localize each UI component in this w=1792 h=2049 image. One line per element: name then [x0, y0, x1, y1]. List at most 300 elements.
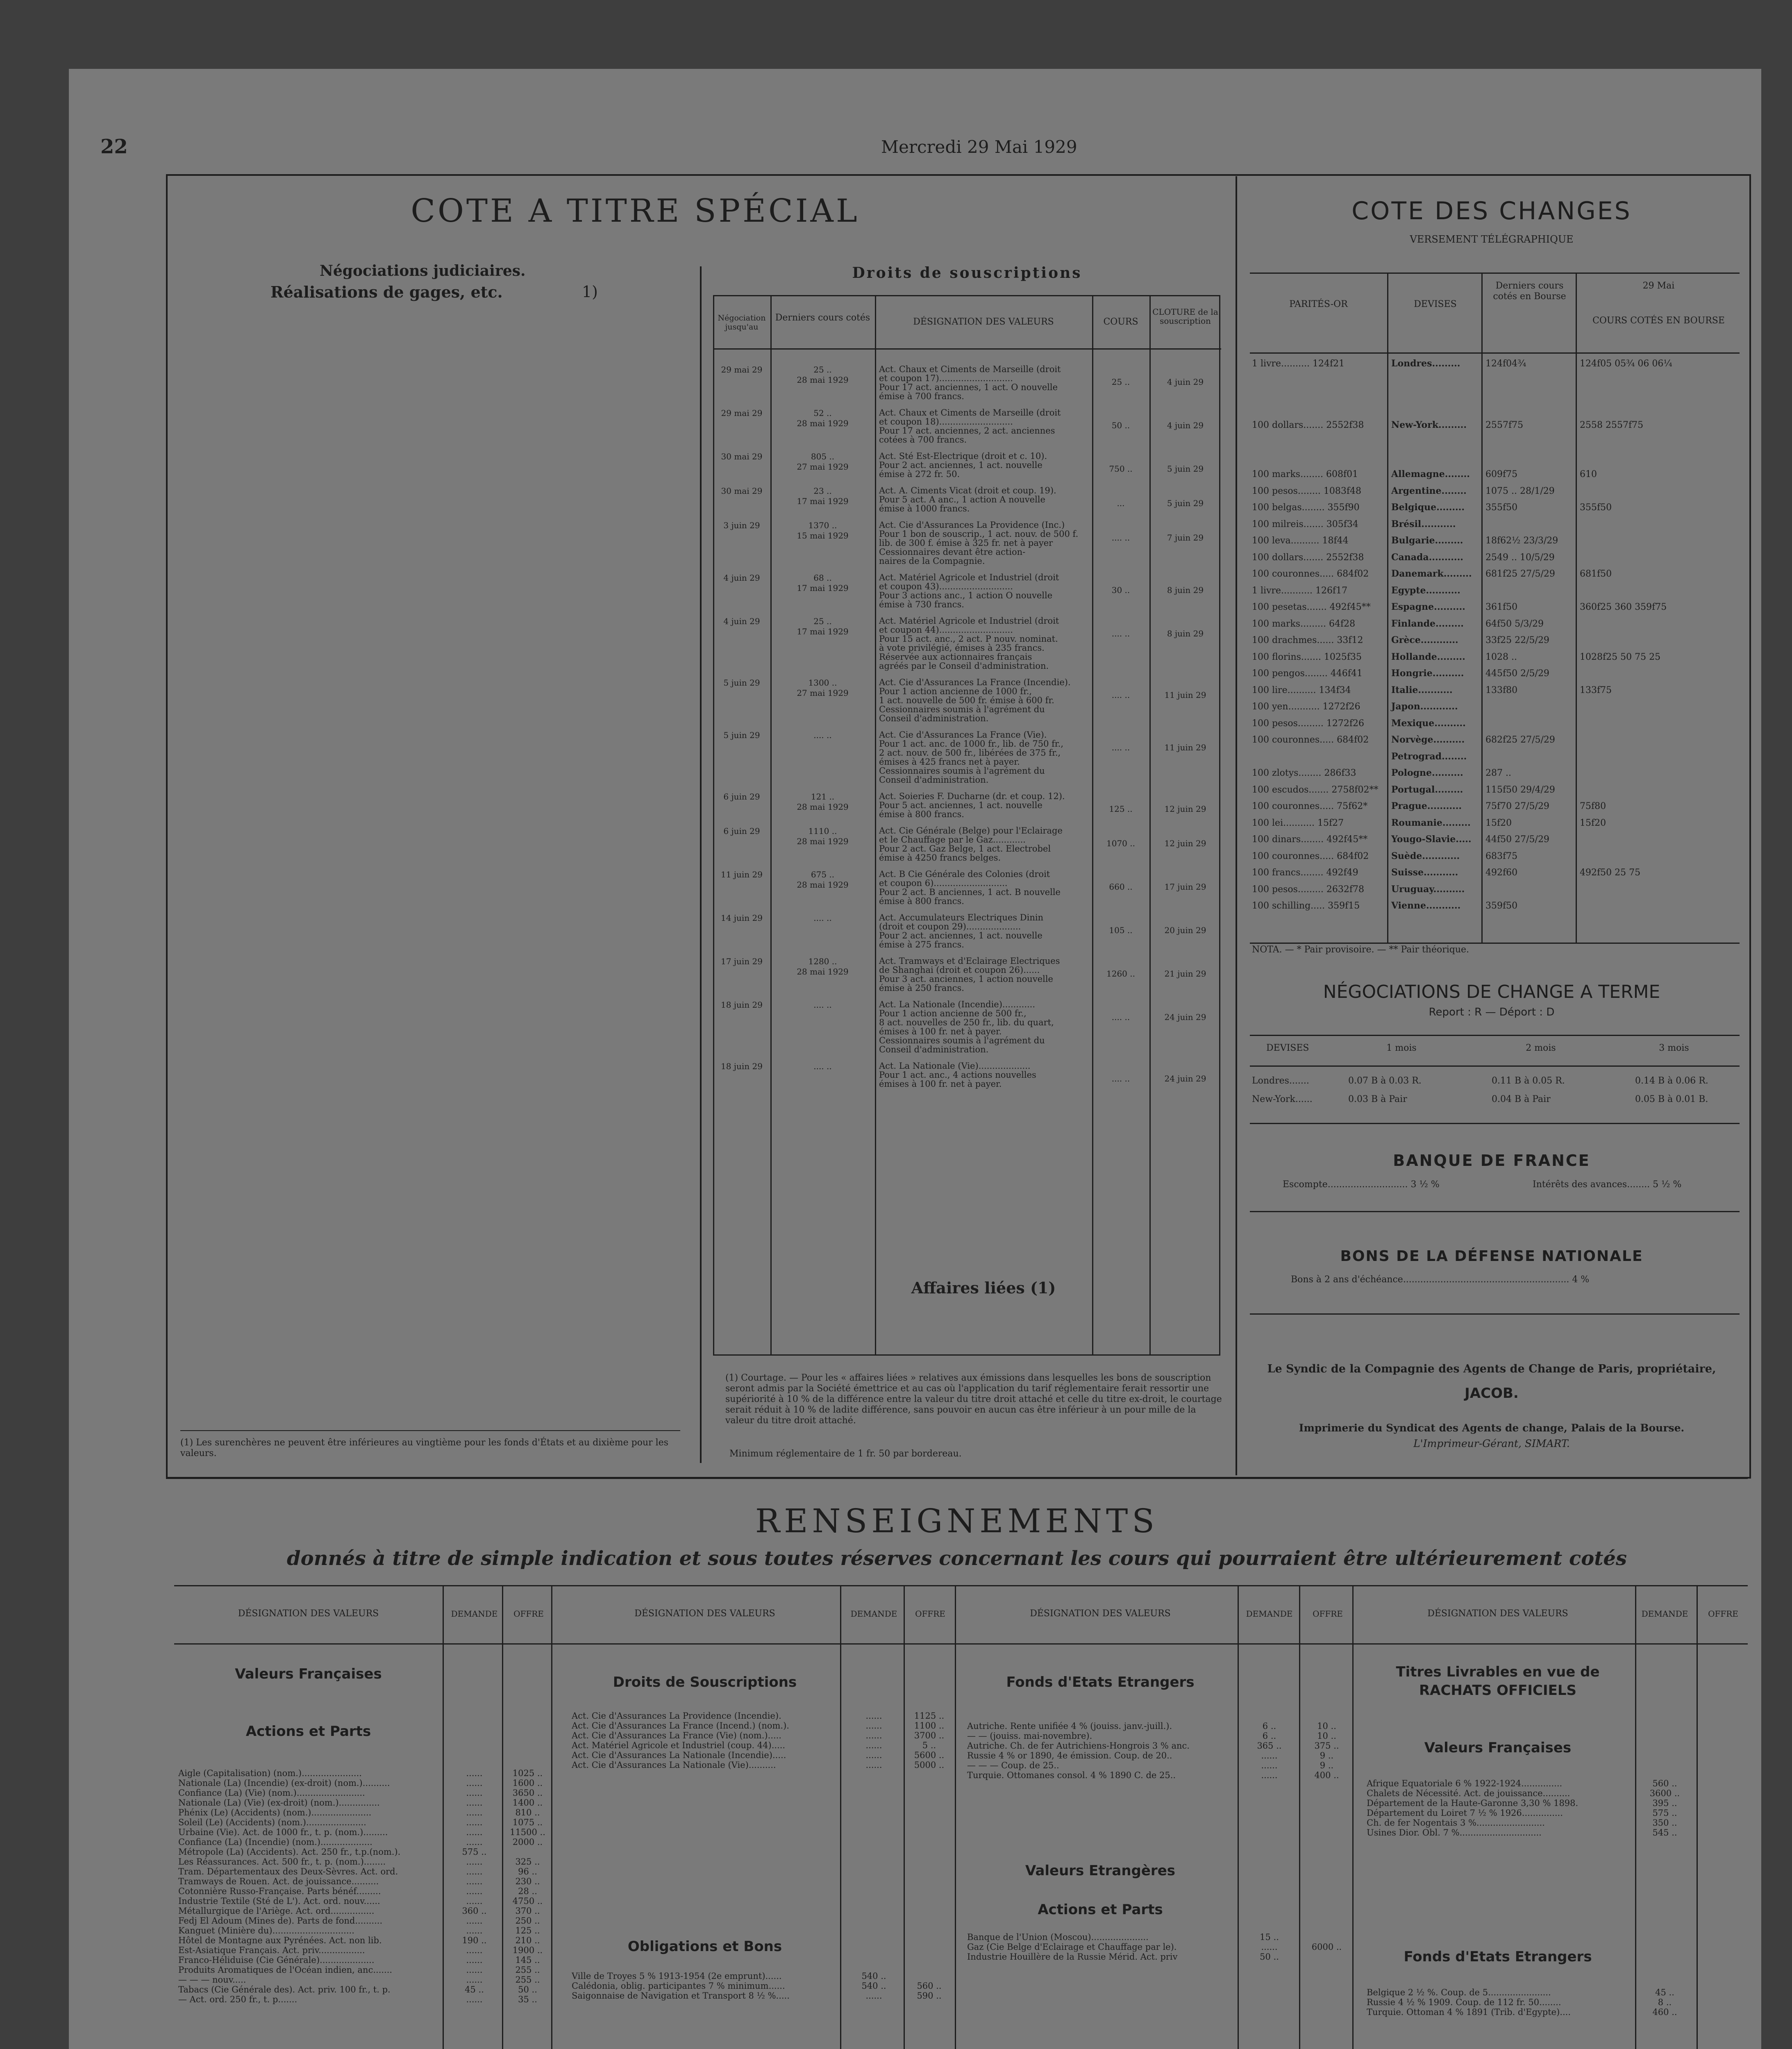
courtage-note: (1) Courtage. — Pour les « affaires liées » relatives aux émissions dans lesquelles les bons de souscription seront admis par la Société émettrice et au cas où l'application du tarif réglementaire ferait ressortir une supériorité à 10 % de la différence entre la valeur du titre droit attaché et celle du titre ex-droit, le courtage serait réduit à 10 % de ladite différence, sans pouvoir en aucun cas être inférieur à un pour mille de la valeur du titre droit attaché. [725, 1373, 1222, 1426]
rens-section-heading: Fonds d'Etats Etrangers [1006, 1674, 1195, 1690]
droits-row-date: 30 mai 29 [721, 452, 763, 461]
rens-row-name: Belgique 2 ½ %. Coup. de 5....................... [1367, 1988, 1551, 1997]
rens-row-demande: ...... [865, 1760, 882, 1770]
rens-row-name: Act. Cie d'Assurances La France (Vie) (nom.)..... [572, 1731, 781, 1740]
terme-header-3: 3 mois [1659, 1043, 1689, 1053]
rens-header-designation: DÉSIGNATION DES VALEURS [1030, 1608, 1171, 1619]
page-date: Mercredi 29 Mai 1929 [881, 137, 1077, 157]
renseignements-title: RENSEIGNEMENTS [755, 1502, 1159, 1540]
rens-row-demande: ...... [466, 1886, 483, 1896]
rens-row-offre: 1900 .. [512, 1945, 543, 1955]
rens-row-name: Tabacs (Cie Générale des). Act. priv. 100 fr., t. p. [178, 1985, 391, 1994]
rens-row-demande: ...... [865, 1740, 882, 1750]
droits-row-cours: 25 .. 28 mai 1929 [797, 365, 849, 385]
rens-row-name: Banque de l'Union (Moscou)..................... [967, 1932, 1149, 1942]
changes-header-der: Derniers cours cotés en Bourse [1493, 281, 1566, 302]
changes-row-dernier: 2557f75 [1485, 420, 1524, 430]
rens-row-offre: 35 .. [518, 1994, 537, 2004]
rens-row-demande: ...... [466, 1945, 483, 1955]
changes-row-devise: Finlande......... [1391, 618, 1464, 629]
droits-col-rule [1092, 295, 1093, 1355]
changes-row-devise: Italie........... [1391, 684, 1453, 695]
rens-row-offre: 6000 .. [1311, 1942, 1342, 1952]
changes-row-devise: Norvège.......... [1391, 734, 1465, 745]
droits-row-date: 3 juin 29 [723, 520, 760, 530]
droits-col-rule [770, 295, 772, 1355]
rens-row-offre: 9 .. [1320, 1761, 1334, 1770]
syndic-line1: Le Syndic de la Compagnie des Agents de Change de Paris, propriétaire, [1267, 1363, 1716, 1375]
droits-row-cours: .... .. [813, 1000, 832, 1010]
changes-row-devise: Petrograd........ [1391, 751, 1467, 762]
rens-header-demande: DEMANDE [451, 1609, 498, 1619]
changes-row-cote: 124f05 05¾ 06 06¼ [1580, 359, 1672, 369]
changes-row-dernier: 287 .. [1485, 768, 1511, 778]
terme-header-1: 1 mois [1386, 1043, 1417, 1053]
droits-row-designation: Act. Tramways et d'Eclairage Electriques de Shanghai (droit et coupon 26)...... Pour 3 act. anciennes, 1 action nouvelle émise à 250 francs. [879, 956, 1060, 993]
changes-col-rule [1387, 274, 1388, 943]
rens-row-name: Autriche. Rente unifiée 4 % (jouiss. janv.-juill.). [967, 1721, 1172, 1731]
changes-row-devise: Suisse........... [1391, 867, 1458, 878]
rens-row-offre: 810 .. [515, 1808, 540, 1817]
droits-row-cours: .... .. [813, 1061, 832, 1071]
droits-row-cours: 1300 .. 27 mai 1929 [797, 678, 849, 698]
changes-row-dernier: 359f50 [1485, 901, 1518, 911]
droits-row-cloture: 12 juin 29 [1164, 838, 1206, 848]
droits-row-cours-val: 105 .. [1109, 925, 1133, 935]
rens-header-designation: DÉSIGNATION DES VALEURS [634, 1608, 775, 1619]
terme-title: NÉGOCIATIONS DE CHANGE A TERME [1323, 981, 1660, 1002]
droits-row-cours-val: 660 .. [1109, 882, 1133, 892]
rens-row-name: Aigle (Capitalisation) (nom.)...................... [178, 1768, 362, 1778]
changes-row-dernier: 682f25 27/5/29 [1485, 735, 1555, 745]
droits-row-cours: 1110 .. 28 mai 1929 [797, 826, 849, 846]
rens-row-offre: 28 .. [518, 1886, 537, 1896]
rens-col-rule [1238, 1586, 1239, 2049]
changes-row-dernier: 445f50 2/5/29 [1485, 668, 1549, 679]
changes-row-dernier: 18f62½ 23/3/29 [1485, 536, 1558, 546]
changes-row-dernier: 44f50 27/5/29 [1485, 834, 1549, 845]
rens-row-demande: ...... [1261, 1751, 1278, 1761]
terme-rule [1250, 1065, 1740, 1067]
rens-row-demande: ...... [865, 1991, 882, 2001]
droits-row-date: 5 juin 29 [723, 730, 760, 740]
rens-row-offre: 10 .. [1317, 1731, 1336, 1741]
changes-row-devise: Mexique.......... [1391, 718, 1466, 729]
droits-col-rule [1149, 295, 1151, 1355]
changes-row-devise: Belgique......... [1391, 502, 1465, 513]
changes-row-dernier: 75f70 27/5/29 [1485, 801, 1549, 811]
rens-row-offre: 50 .. [518, 1985, 537, 1994]
rens-row-offre: 1100 .. [914, 1721, 945, 1731]
droits-row-designation: Act. Cie d'Assurances La France (Vie). Pour 1 act. anc. de 1000 fr., lib. de 750 fr., 2 act. nouv. de 500 fr., libérées de 375 fr., émises à 425 francs net à payer. Cessionnaires soumis à l'agrément du Conseil d'administration. [879, 730, 1064, 785]
droits-row-cours: 1280 .. 28 mai 1929 [797, 956, 849, 977]
banque-escompte: Escompte............................ 3 ½ % [1283, 1179, 1440, 1190]
rens-row-offre: 230 .. [515, 1876, 540, 1886]
changes-row-parite: 100 lire.......... 134f34 [1252, 685, 1351, 695]
rens-row-name: Fedj El Adoum (Mines de). Parts de fond.......... [178, 1916, 383, 1926]
changes-row-parite: 100 pesetas....... 492f45** [1252, 602, 1371, 612]
changes-row-parite: 100 yen........... 1272f26 [1252, 702, 1360, 712]
terme-row-devise: New-York...... [1252, 1094, 1313, 1104]
droits-row-designation: Act. B Cie Générale des Colonies (droit et coupon 6)........................... Pour 2 act. B anciennes, 1 act. B nouvelle émise à 800 francs. [879, 869, 1061, 906]
droits-row-cours-val: 25 .. [1111, 377, 1130, 387]
droits-row-cloture: 11 juin 29 [1164, 690, 1206, 700]
rens-header-offre: OFFRE [513, 1609, 544, 1619]
rens-row-name: Saigonnaise de Navigation et Transport 8 ½ %..... [572, 1991, 790, 2001]
rens-row-demande: 540 .. [861, 1971, 886, 1981]
rens-row-name: Métallurgique de l'Ariège. Act. ord................ [178, 1906, 375, 1916]
changes-row-cote: 360f25 360 359f75 [1580, 602, 1667, 612]
changes-row-parite: 100 marks........ 608f01 [1252, 469, 1358, 479]
rens-row-offre: 1025 .. [512, 1768, 543, 1778]
rens-row-offre: 125 .. [515, 1926, 540, 1935]
rens-col-rule [1352, 1586, 1354, 2049]
rens-row-offre: 11500 .. [510, 1827, 545, 1837]
rens-row-demande: ...... [1261, 1770, 1278, 1780]
rens-row-demande: ...... [1261, 1761, 1278, 1770]
rens-section-heading: Actions et Parts [1038, 1901, 1163, 1918]
rens-row-demande: 6 .. [1262, 1731, 1276, 1741]
rens-row-demande: ...... [1261, 1942, 1278, 1952]
rens-header-offre: OFFRE [1708, 1609, 1738, 1619]
changes-row-devise: Egypte........... [1391, 585, 1460, 596]
rens-row-demande: ...... [865, 1750, 882, 1760]
droits-row-cloture: 8 juin 29 [1167, 585, 1204, 595]
bons-rule [1250, 1313, 1740, 1315]
rens-row-offre: 145 .. [515, 1955, 540, 1965]
changes-row-dernier: 681f25 27/5/29 [1485, 569, 1555, 579]
changes-row-dernier: 683f75 [1485, 851, 1518, 861]
rens-row-name: Est-Asiatique Français. Act. priv................. [178, 1945, 365, 1955]
rens-row-offre: 560 .. [917, 1981, 942, 1991]
droits-row-cours: 805 .. 27 mai 1929 [797, 452, 849, 472]
droits-row-date: 30 mai 29 [721, 486, 763, 496]
rens-row-name: Act. Cie d'Assurances La Nationale (Incendie)..... [572, 1750, 786, 1760]
syndic-line2: Imprimerie du Syndicat des Agents de change, Palais de la Bourse. [1299, 1422, 1685, 1434]
banque-rule [1250, 1211, 1740, 1212]
rens-header-demande: DEMANDE [850, 1609, 897, 1619]
rens-row-offre: 3650 .. [512, 1788, 543, 1798]
droits-table [713, 295, 1221, 1356]
droits-row-date: 18 juin 29 [721, 1061, 763, 1071]
droits-row-designation: Act. Cie d'Assurances La France (Incendie). Pour 1 action ancienne de 1000 fr., 1 act. nouvelle de 500 fr. émise à 600 fr. Cessionnaires soumis à l'agrément du Conseil d'administration. [879, 677, 1071, 723]
rens-header-offre: OFFRE [1313, 1609, 1343, 1619]
droits-row-date: 18 juin 29 [721, 1000, 763, 1010]
rens-row-demande: ...... [466, 1857, 483, 1867]
changes-row-dernier: 2549 .. 10/5/29 [1485, 552, 1555, 563]
changes-nota: NOTA. — * Pair provisoire. — ** Pair théorique. [1252, 945, 1469, 955]
syndic-line3: L'Imprimeur-Gérant, SIMART. [1413, 1438, 1570, 1449]
changes-row-parite: 100 leva.......... 18f44 [1252, 536, 1349, 546]
changes-row-devise: Londres......... [1391, 358, 1460, 369]
rens-row-demande: ...... [466, 1926, 483, 1935]
changes-row-dernier: 492f60 [1485, 868, 1518, 878]
droits-row-cours-val: .... .. [1111, 1074, 1130, 1084]
rens-row-name: Urbaine (Vie). Act. de 1000 fr., t. p. (nom.)......... [178, 1827, 388, 1837]
changes-row-dernier: 64f50 5/3/29 [1485, 618, 1544, 629]
rens-row-name: Les Réassurances. Act. 500 fr., t. p. (nom.)........ [178, 1857, 386, 1867]
changes-row-parite: 100 lei........... 15f27 [1252, 818, 1344, 828]
rens-row-offre: 5600 .. [914, 1750, 945, 1760]
droits-row-designation: Act. Chaux et Ciments de Marseille (droit et coupon 18)........................... Pour 17 act. anciennes, 2 act. anciennes cotées à 700 francs. [879, 408, 1061, 445]
rens-row-name: — — — nouv..... [178, 1975, 246, 1985]
rens-section-heading: Actions et Parts [245, 1723, 371, 1740]
changes-row-cote: 2558 2557f75 [1580, 420, 1644, 430]
rens-row-demande: ...... [466, 1768, 483, 1778]
divider-changes [1236, 176, 1237, 1475]
rens-row-name: Afrique Equatoriale 6 % 1922-1924............... [1367, 1779, 1563, 1788]
changes-rule [1250, 943, 1740, 944]
changes-row-dernier: 1028 .. [1485, 652, 1517, 662]
rens-row-demande: 560 .. [1652, 1779, 1677, 1788]
rens-row-name: Industrie Textile (Sté de L'). Act. ord. nouv...... [178, 1896, 380, 1906]
rens-row-name: Act. Cie d'Assurances La Nationale (Vie).......... [572, 1760, 776, 1770]
changes-row-parite: 100 francs........ 492f49 [1252, 868, 1358, 878]
rens-row-offre: 375 .. [1314, 1741, 1339, 1751]
changes-row-parite: 100 escudos....... 2758f02** [1252, 784, 1379, 795]
droits-row-cours-val: 750 .. [1109, 464, 1133, 474]
page-number: 22 [100, 135, 128, 158]
terme-header-dev: DEVISES [1266, 1043, 1309, 1053]
rens-row-name: Kanguet (Minière du).............................. [178, 1926, 354, 1935]
rens-col-rule [840, 1586, 841, 2049]
rens-header-demande: DEMANDE [1641, 1609, 1688, 1619]
rens-row-demande: ...... [466, 1808, 483, 1817]
changes-row-dernier: 115f50 29/4/29 [1485, 784, 1555, 795]
changes-row-cote: 492f50 25 75 [1580, 868, 1641, 878]
droits-row-cloture: 12 juin 29 [1164, 804, 1206, 814]
changes-row-devise: Canada........... [1391, 552, 1463, 563]
changes-row-devise: Allemagne........ [1391, 469, 1470, 479]
changes-row-devise: Argentine........ [1391, 485, 1467, 496]
droits-row-date: 29 mai 29 [721, 408, 763, 418]
divider-droits [700, 266, 702, 1463]
rens-row-name: Métropole (La) (Accidents). Act. 250 fr., t.p.(nom.). [178, 1847, 401, 1857]
terme-rule [1250, 1123, 1740, 1124]
rens-col-rule [955, 1586, 956, 2049]
rens-section-heading: Valeurs Françaises [1424, 1740, 1572, 1756]
rens-row-demande: 350 .. [1652, 1818, 1677, 1828]
changes-header-par: PARITÉS-OR [1289, 299, 1348, 309]
rens-rule [174, 1643, 1748, 1645]
droits-row-cloture: 4 juin 29 [1167, 377, 1204, 387]
droits-row-date: 17 juin 29 [721, 956, 763, 966]
changes-row-parite: 100 couronnes..... 684f02 [1252, 851, 1369, 861]
droits-row-cours-val: 1260 .. [1106, 969, 1135, 979]
droits-row-cours: 675 .. 28 mai 1929 [797, 870, 849, 890]
changes-row-parite: 100 dinars........ 492f45** [1252, 834, 1368, 845]
rens-row-name: Act. Matériel Agricole et Industriel (coup. 44)..... [572, 1740, 786, 1750]
rens-row-name: Ch. de fer Nogentais 3 %......................... [1367, 1818, 1545, 1828]
rens-row-offre: 1075 .. [512, 1817, 543, 1827]
rens-header-demande: DEMANDE [1246, 1609, 1293, 1619]
divider-renseignements [166, 1477, 1748, 1479]
changes-row-devise: Uruguay.......... [1391, 884, 1465, 895]
rens-row-offre: 10 .. [1317, 1721, 1336, 1731]
rens-row-name: Département de la Haute-Garonne 3,30 % 1898. [1367, 1798, 1579, 1808]
rens-row-demande: 365 .. [1257, 1741, 1282, 1751]
droits-row-cloture: 21 juin 29 [1164, 969, 1206, 979]
rens-row-offre: 1600 .. [512, 1778, 543, 1788]
rens-row-name: Produits Aromatiques de l'Océan indien, anc....... [178, 1965, 393, 1975]
changes-row-dernier: 355f50 [1485, 502, 1518, 513]
rens-row-name: Autriche. Ch. de fer Autrichiens-Hongrois 3 % anc. [967, 1741, 1190, 1751]
rens-row-demande: ...... [865, 1711, 882, 1721]
droits-row-cloture: 11 juin 29 [1164, 743, 1206, 752]
droits-row-cloture: 24 juin 29 [1164, 1074, 1206, 1084]
changes-row-parite: 100 belgas........ 355f90 [1252, 502, 1360, 513]
minimum-note: Minimum réglementaire de 1 fr. 50 par bordereau. [729, 1449, 962, 1459]
changes-row-dernier: 124f04¾ [1485, 359, 1526, 369]
changes-row-parite: 100 drachmes...... 33f12 [1252, 635, 1363, 645]
rens-row-offre: 210 .. [515, 1935, 540, 1945]
droits-row-date: 11 juin 29 [721, 870, 763, 879]
terme-row-3mois: 0.14 B à 0.06 R. [1635, 1076, 1708, 1086]
rens-row-demande: 50 .. [1260, 1952, 1279, 1962]
changes-row-parite: 100 florins....... 1025f35 [1252, 652, 1362, 662]
renseignements-subtitle: donnés à titre de simple indication et sous toutes réserves concernant les cours qui pourraient être ultérieurement cotés [287, 1547, 1627, 1570]
rens-row-demande: 15 .. [1260, 1932, 1279, 1942]
droits-row-cloture: 8 juin 29 [1167, 629, 1204, 638]
rens-row-name: Tramways de Rouen. Act. de jouissance.......... [178, 1876, 379, 1886]
droits-row-date: 6 juin 29 [723, 792, 760, 802]
droits-row-cours-val: .... .. [1111, 629, 1130, 638]
changes-row-parite: 100 milreis....... 305f34 [1252, 519, 1358, 529]
rens-row-name: Cotonnière Russo-Française. Parts bénéf......... [178, 1886, 381, 1896]
changes-row-devise: Brésil........... [1391, 518, 1456, 529]
rens-row-demande: ...... [466, 1837, 483, 1847]
changes-row-parite: 100 couronnes..... 684f02 [1252, 735, 1369, 745]
bons-line: Bons à 2 ans d'échéance.......................................................... 4 % [1291, 1274, 1590, 1285]
rens-col-rule [1697, 1586, 1698, 2049]
rens-row-name: Ville de Troyes 5 % 1913-1954 (2e emprunt)...... [572, 1971, 782, 1981]
droits-row-designation: Act. Matériel Agricole et Industriel (droit et coupon 43)........................... Pour 3 actions anc., 1 action O nouvelle émise à 730 francs. [879, 572, 1059, 609]
droits-header-date: Négociation jusqu'au [718, 313, 766, 332]
rens-row-name: Usines Dior. Obl. 7 %.............................. [1367, 1828, 1542, 1838]
rens-section-heading: Titres Livrables en vue de [1396, 1664, 1600, 1680]
rens-col-rule [904, 1586, 905, 2049]
droits-row-cours: .... .. [813, 913, 832, 923]
droits-row-designation: Act. Chaux et Ciments de Marseille (droit et coupon 17)........................... Pour 17 act. anciennes, 1 act. O nouvelle émise à 700 francs. [879, 364, 1061, 401]
rens-row-demande: ...... [466, 1896, 483, 1906]
droits-header-rule [713, 348, 1221, 350]
droits-row-cloture: 5 juin 29 [1167, 464, 1204, 474]
changes-row-devise: Hongrie.......... [1391, 668, 1464, 679]
changes-row-parite: 100 pesos......... 2632f78 [1252, 884, 1364, 895]
changes-row-cote: 610 [1580, 469, 1597, 479]
rens-row-demande: 460 .. [1652, 2007, 1677, 2017]
rens-row-demande: 45 .. [1655, 1988, 1674, 1997]
droits-row-cours-val: .... .. [1111, 533, 1130, 543]
droits-row-cours-val: 50 .. [1111, 420, 1130, 430]
changes-row-devise: Prague........... [1391, 801, 1462, 811]
footnote-rule [180, 1430, 680, 1431]
rens-row-demande: 190 .. [462, 1935, 487, 1945]
rens-row-offre: 370 .. [515, 1906, 540, 1916]
droits-row-date: 4 juin 29 [723, 616, 760, 626]
droits-row-cours-val: 30 .. [1111, 585, 1130, 595]
changes-row-parite: 100 couronnes..... 75f62* [1252, 801, 1368, 811]
droits-row-cours: 25 .. 17 mai 1929 [797, 616, 849, 636]
droits-row-designation: Act. Accumulateurs Electriques Dinin (droit et coupon 29).................... Pour 2 act. anciennes, 1 act. nouvelle émise à 275 francs. [879, 913, 1044, 950]
rens-row-offre: 255 .. [515, 1975, 540, 1985]
rens-row-name: — — (jouiss. mai-novembre). [967, 1731, 1092, 1741]
rens-row-name: Turquie. Ottomanes consol. 4 % 1890 C. de 25.. [967, 1770, 1176, 1780]
droits-row-date: 5 juin 29 [723, 678, 760, 688]
rens-row-name: Russie 4 ½ % 1909. Coup. de 112 fr. 50........ [1367, 1997, 1561, 2007]
rens-rule [174, 1585, 1748, 1586]
bons-title: BONS DE LA DÉFENSE NATIONALE [1340, 1248, 1643, 1265]
droits-row-date: 6 juin 29 [723, 826, 760, 836]
rens-row-offre: 9 .. [1320, 1751, 1334, 1761]
droits-header-cours: Derniers cours cotés [775, 313, 870, 323]
rens-row-demande: ...... [865, 1731, 882, 1740]
droits-row-designation: Act. Cie Générale (Belge) pour l'Eclairage et le Chauffage par le Gaz............ Pour 2 act. Gaz Belge, 1 act. Electrobel émise à 4250 francs belges. [879, 826, 1063, 863]
changes-row-devise: Pologne.......... [1391, 768, 1463, 778]
rens-row-offre: 3700 .. [914, 1731, 945, 1740]
rens-row-demande: ...... [466, 1778, 483, 1788]
rens-row-name: Hôtel de Montagne aux Pyrénées. Act. non lib. [178, 1935, 382, 1945]
changes-row-devise: Suède............ [1391, 850, 1460, 861]
rens-header-designation: DÉSIGNATION DES VALEURS [238, 1608, 379, 1619]
rens-row-demande: 545 .. [1652, 1828, 1677, 1838]
changes-title: COTE DES CHANGES [1351, 197, 1632, 225]
changes-row-devise: New-York......... [1391, 420, 1467, 430]
terme-row-2mois: 0.04 B à Pair [1492, 1094, 1551, 1104]
changes-row-dernier: 33f25 22/5/29 [1485, 635, 1549, 645]
droits-row-cours-val: ... [1117, 498, 1125, 508]
droits-row-cours-val: .... .. [1111, 690, 1130, 700]
droits-row-cours: .... .. [813, 730, 832, 740]
rens-col-rule [1299, 1586, 1300, 2049]
rens-section-heading: RACHATS OFFICIELS [1419, 1682, 1577, 1699]
rens-row-name: Confiance (La) (Incendie) (nom.)................... [178, 1837, 372, 1847]
rens-row-name: Turquie. Ottoman 4 % 1891 (Trib. d'Egypte).... [1367, 2007, 1571, 2017]
rens-section-heading: Valeurs Françaises [235, 1666, 382, 1682]
changes-col-rule [1576, 274, 1577, 943]
changes-row-dernier: 361f50 [1485, 602, 1518, 612]
rens-row-name: Tram. Départementaux des Deux-Sèvres. Act. ord. [178, 1867, 398, 1876]
rens-row-offre: 5 .. [922, 1740, 936, 1750]
changes-rule [1250, 273, 1740, 274]
rens-row-name: Phénix (Le) (Accidents) (nom.)...................... [178, 1808, 372, 1817]
changes-row-parite: 100 marks......... 64f28 [1252, 618, 1356, 629]
changes-row-parite: 100 couronnes..... 684f02 [1252, 569, 1369, 579]
rens-row-demande: 395 .. [1652, 1798, 1677, 1808]
droits-row-cours-val: 125 .. [1109, 804, 1133, 814]
changes-row-devise: Roumanie......... [1391, 817, 1471, 828]
changes-row-devise: Hollande......... [1391, 651, 1465, 662]
cote-special-footnote: (1) Les surenchères ne peuvent être inférieures au vingtième pour les fonds d'États et au dixième pour les valeurs. [180, 1438, 669, 1458]
negociations-label: Négociations judiciaires. [320, 262, 526, 279]
changes-row-dernier: 15f20 [1485, 818, 1512, 828]
rens-row-name: Chalets de Nécessité. Act. de jouissance.......... [1367, 1788, 1570, 1798]
droits-row-cours-val: .... .. [1111, 743, 1130, 752]
rens-col-rule [443, 1586, 444, 2049]
rens-row-offre: 5000 .. [914, 1760, 945, 1770]
rens-row-offre: 255 .. [515, 1965, 540, 1975]
rens-row-demande: 45 .. [465, 1985, 484, 1994]
rens-header-offre: OFFRE [915, 1609, 945, 1619]
droits-row-cours-val: .... .. [1111, 1012, 1130, 1022]
rens-row-demande: 8 .. [1658, 1997, 1672, 2007]
droits-row-designation: Act. La Nationale (Vie)................... Pour 1 act. anc., 4 actions nouvelles émises à 100 fr. net à payer. [879, 1061, 1036, 1089]
rens-row-demande: ...... [466, 1798, 483, 1808]
terme-row-1mois: 0.03 B à Pair [1348, 1094, 1407, 1104]
droits-row-cloture: 7 juin 29 [1167, 533, 1204, 543]
rens-row-demande: ...... [466, 1955, 483, 1965]
rens-row-offre: 325 .. [515, 1857, 540, 1867]
